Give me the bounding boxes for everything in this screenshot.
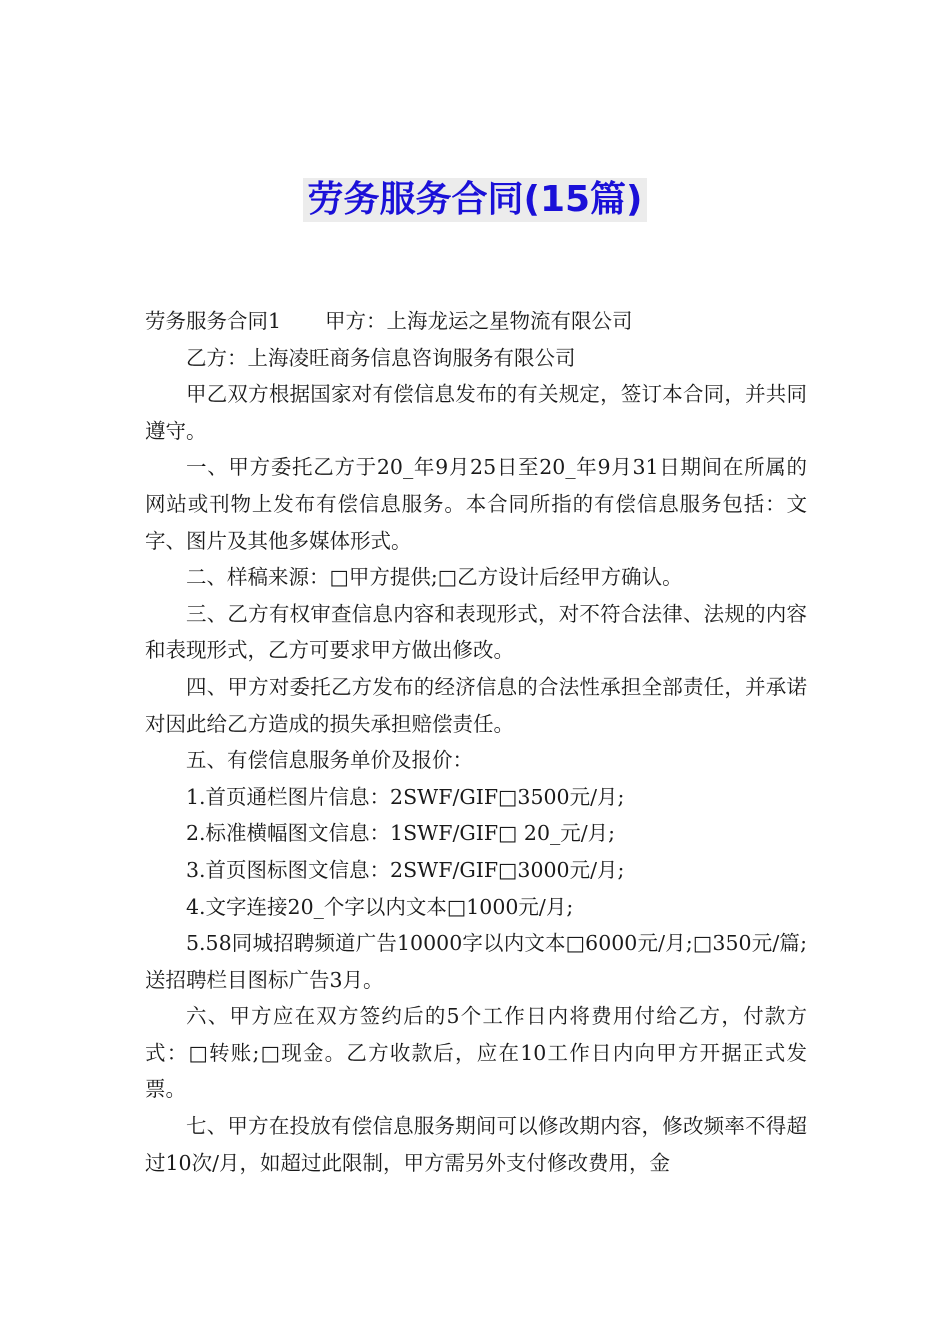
paragraph-clause-6: 六、甲方应在双方签约后的5个工作日内将费用付给乙方，付款方式：□转账;□现金。乙方收款后，应在10工作日内向甲方开据正式发票。 (145, 1004, 807, 1102)
paragraph-clause-7: 七、甲方在投放有偿信息服务期间可以修改期内容，修改频率不得超过10次/月，如超过此限制，甲方需另外支付修改费用，金 (145, 1114, 807, 1175)
paragraph-clause-4: 四、甲方对委托乙方发布的经济信息的合法性承担全部责任，并承诺对因此给乙方造成的损失承担赔偿责任。 (145, 674, 807, 736)
contract-heading: 劳务服务合同1 (145, 309, 282, 333)
price-item-2: 2.标准横幅图文信息：1SWF/GIF□ 20_元/月; (186, 821, 616, 846)
paragraph-clause-2: 二、样稿来源：□甲方提供;□乙方设计后经甲方确认。 (186, 565, 683, 590)
party-a-line: 甲方：上海龙运之星物流有限公司 (325, 309, 633, 333)
paragraph-clause-1: 一、甲方委托乙方于20_年9月25日至20_年9月31日期间在所属的网站或刊物上发布有偿信息服务。本合同所指的有偿信息服务包括：文字、图片及其他多媒体形式。 (145, 455, 807, 553)
price-item-5: 5.58同城招聘频道广告10000字以内文本□6000元/月;□350元/篇;送招聘栏目图标广告3月。 (145, 931, 807, 992)
title-container (0, 178, 950, 222)
paragraph-preamble: 甲乙双方根据国家对有偿信息发布的有关规定，签订本合同，并共同遵守。 (145, 382, 807, 443)
document-title: 劳务服务合同(15篇) (303, 178, 646, 222)
price-item-3: 3.首页图标图文信息：2SWF/GIF□3000元/月; (186, 857, 625, 882)
paragraph-clause-3: 三、乙方有权审查信息内容和表现形式，对不符合法律、法规的内容和表现形式，乙方可要求甲方做出修改。 (145, 601, 807, 663)
paragraph-clause-5: 五、有偿信息服务单价及报价： (186, 748, 473, 773)
price-item-1: 1.首页通栏图片信息：2SWF/GIF□3500元/月; (186, 784, 625, 809)
document-body (145, 303, 807, 1181)
price-item-4: 4.文字连接20_个字以内文本□1000元/月; (186, 894, 574, 919)
paragraph-party-b: 乙方：上海凌旺商务信息咨询服务有限公司 (186, 345, 576, 370)
opening-line (145, 303, 807, 340)
